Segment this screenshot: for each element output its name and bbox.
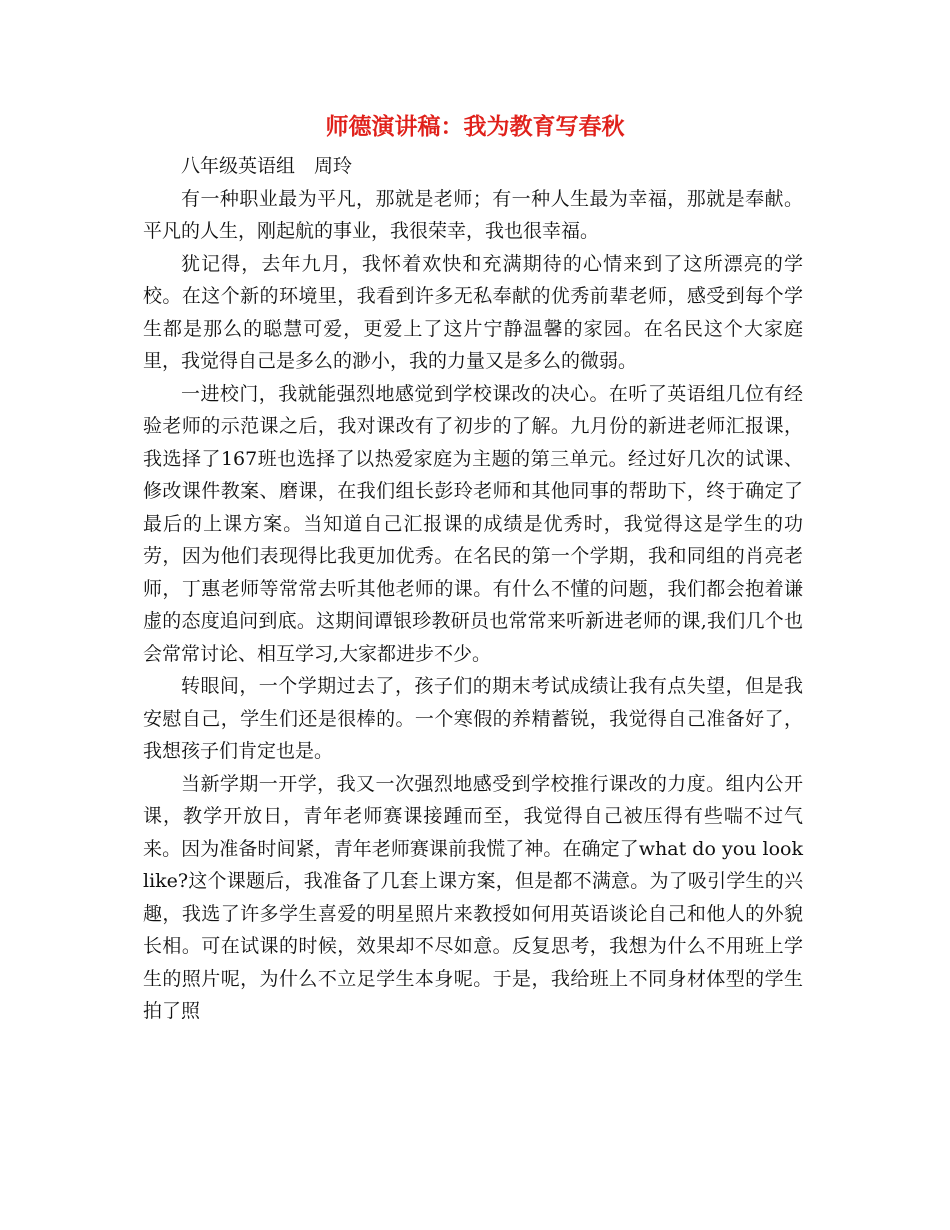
paragraph: 有一种职业最为平凡，那就是老师；有一种人生最为幸福，那就是奉献。平凡的人生，刚起航的事业，我很荣幸，我也很幸福。: [143, 187, 803, 242]
author-line: 八年级英语组 周玲: [181, 155, 353, 177]
paragraph: 一进校门，我就能强烈地感觉到学校课改的决心。在听了英语组几位有经验老师的示范课之后，我对课改有了初步的了解。九月份的新进老师汇报课，我选择了167班也选择了以热爱家庭为主题的第三单元。经过好几次的试课、修改课件教案、磨课，在我们组长彭玲老师和其他同事的帮助下，终于确定了最后的上课方案。当知道自己汇报课的成绩是优秀时，我觉得这是学生的功劳，因为他们表现得比我更加优秀。在名民的第一个学期，我和同组的肖亮老师，丁惠老师等常常去听其他老师的课。有什么不懂的问题，我们都会抱着谦虚的态度追问到底。这期间谭银珍教研员也常常来听新进老师的课,我们几个也会常常讨论、相互学习,大家都进步不少。: [143, 382, 803, 665]
paragraph: 转眼间，一个学期过去了，孩子们的期末考试成绩让我有点失望，但是我安慰自己，学生们还是很棒的。一个寒假的养精蓄锐，我觉得自己准备好了，我想孩子们肯定也是。: [143, 675, 803, 762]
document-title: 师德演讲稿：我为教育写春秋: [325, 113, 625, 140]
paragraph: 当新学期一开学，我又一次强烈地感受到学校推行课改的力度。组内公开课，教学开放日，青年老师赛课接踵而至，我觉得自己被压得有些喘不过气来。因为准备时间紧，青年老师赛课前我慌了神。在确定了what do you look like?这个课题后，我准备了几套上课方案，但是都不满意。为了吸引学生的兴趣，我选了许多学生喜爱的明星照片来教授如何用英语谈论自己和他人的外貌长相。可在试课的时候，效果却不尽如意。反复思考，我想为什么不用班上学生的照片呢，为什么不立足学生本身呢。于是，我给班上不同身材体型的学生拍了照: [143, 772, 803, 1022]
document-body: [143, 150, 803, 1028]
paragraph: 犹记得，去年九月，我怀着欢快和充满期待的心情来到了这所漂亮的学校。在这个新的环境里，我看到许多无私奉献的优秀前辈老师，感受到每个学生都是那么的聪慧可爱，更爱上了这片宁静温馨的家园。在名民这个大家庭里，我觉得自己是多么的渺小，我的力量又是多么的微弱。: [143, 252, 803, 372]
